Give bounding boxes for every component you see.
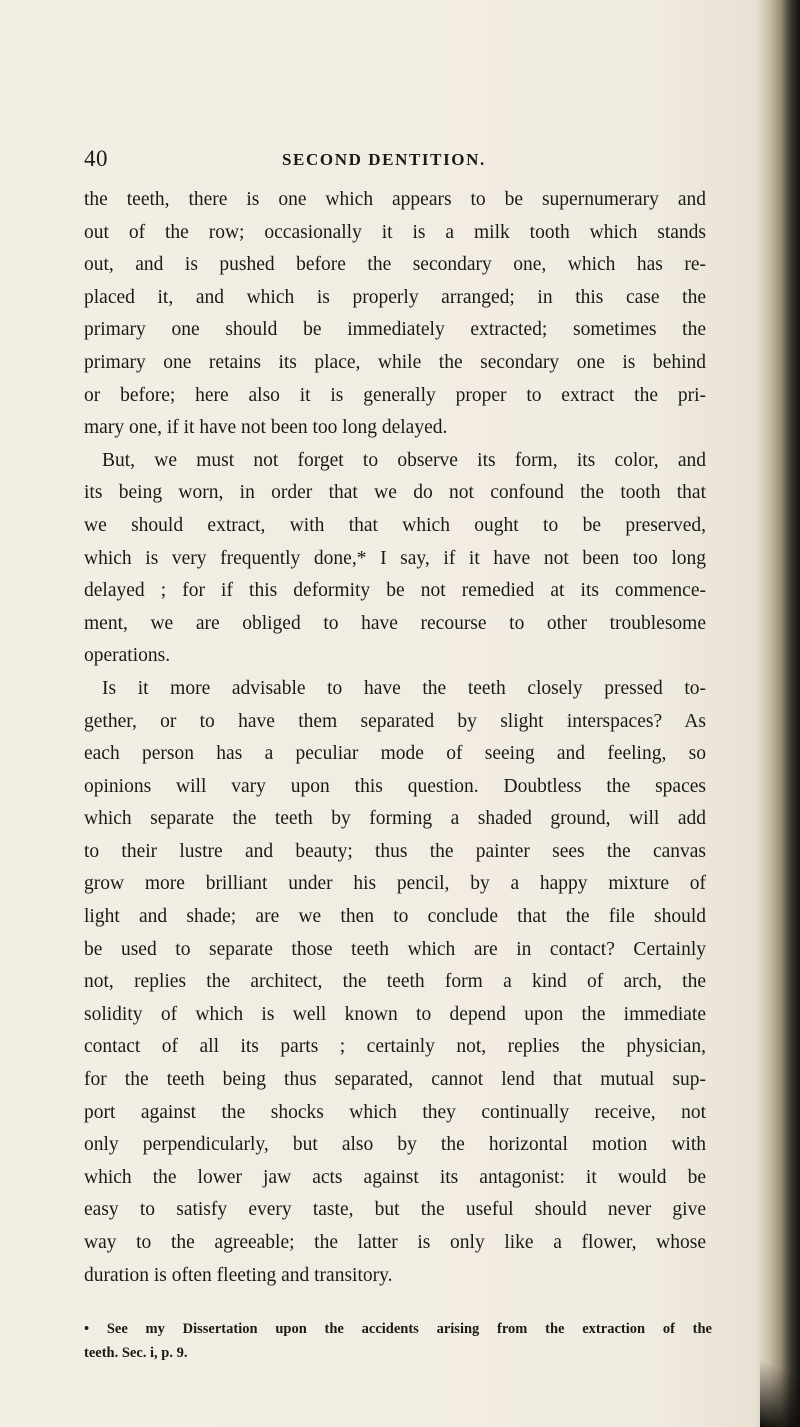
- body-text: [84, 184, 706, 1292]
- text-line: for the teeth being thus separated, cannot lend that mutual sup-: [84, 1069, 706, 1091]
- text-line: delayed ; for if this deformity be not remedied at its commence-: [84, 580, 706, 602]
- text-line: not, replies the architect, the teeth form a kind of arch, the: [84, 971, 706, 993]
- footnote-line: • See my Dissertation upon the accidents arising from the extraction of the: [84, 1321, 712, 1337]
- text-line: gether, or to have them separated by slight interspaces? As: [84, 710, 706, 732]
- text-line: which is very frequently done,* I say, if it have not been too long: [84, 547, 706, 569]
- text-line: to their lustre and beauty; thus the painter sees the canvas: [84, 840, 706, 862]
- paragraph-start-line: Is it more advisable to have the teeth closely pressed to-: [102, 677, 706, 699]
- text-line: ment, we are obliged to have recourse to other troublesome: [84, 612, 706, 634]
- paragraph-end-line: operations.: [84, 645, 171, 667]
- footnote-line: teeth. Sec. i, p. 9.: [84, 1345, 188, 1361]
- text-line: out, and is pushed before the secondary one, which has re-: [84, 254, 706, 276]
- text-line: primary one retains its place, while the secondary one is behind: [84, 351, 706, 373]
- running-head: SECOND DENTITION.: [282, 150, 486, 169]
- text-line: easy to satisfy every taste, but the useful should never give: [84, 1199, 706, 1221]
- page-corner-shadow: [760, 1337, 800, 1427]
- text-line: each person has a peculiar mode of seeing and feeling, so: [84, 743, 706, 765]
- text-line: primary one should be immediately extracted; sometimes the: [84, 319, 706, 341]
- text-line: the teeth, there is one which appears to be supernumerary and: [84, 189, 706, 210]
- text-line: placed it, and which is properly arranged; in this case the: [84, 286, 706, 308]
- text-line: way to the agreeable; the latter is only like a flower, whose: [84, 1232, 706, 1253]
- text-line: which separate the teeth by forming a shaded ground, will add: [84, 808, 706, 830]
- paragraph-end-line: duration is often fleeting and transitory.: [84, 1264, 393, 1286]
- text-line: port against the shocks which they continually receive, not: [84, 1101, 706, 1123]
- text-line: light and shade; are we then to conclude that the file should: [84, 906, 706, 928]
- text-line: opinions will vary upon this question. Doubtless the spaces: [84, 775, 706, 797]
- page-edge-shadow: [756, 0, 800, 1427]
- text-line: which the lower jaw acts against its antagonist: it would be: [84, 1166, 706, 1188]
- page-header: [84, 146, 704, 176]
- paragraph-start-line: But, we must not forget to observe its form, its color, and: [102, 449, 706, 471]
- text-line: out of the row; occasionally it is a milk tooth which stands: [84, 221, 706, 243]
- text-line: we should extract, with that which ought to be preserved,: [84, 514, 706, 536]
- text-line: be used to separate those teeth which are in contact? Certainly: [84, 938, 706, 960]
- text-line: solidity of which is well known to depend upon the immediate: [84, 1003, 706, 1025]
- text-line: grow more brilliant under his pencil, by a happy mixture of: [84, 873, 706, 895]
- page-number: 40: [84, 146, 108, 171]
- paragraph-end-line: mary one, if it have not been too long delayed.: [84, 417, 448, 439]
- text-line: contact of all its parts ; certainly not, replies the physician,: [84, 1036, 706, 1058]
- text-line: or before; here also it is generally proper to extract the pri-: [84, 384, 706, 406]
- footnote: [84, 1317, 712, 1365]
- text-line: only perpendicularly, but also by the horizontal motion with: [84, 1134, 706, 1156]
- text-line: its being worn, in order that we do not confound the tooth that: [84, 482, 706, 504]
